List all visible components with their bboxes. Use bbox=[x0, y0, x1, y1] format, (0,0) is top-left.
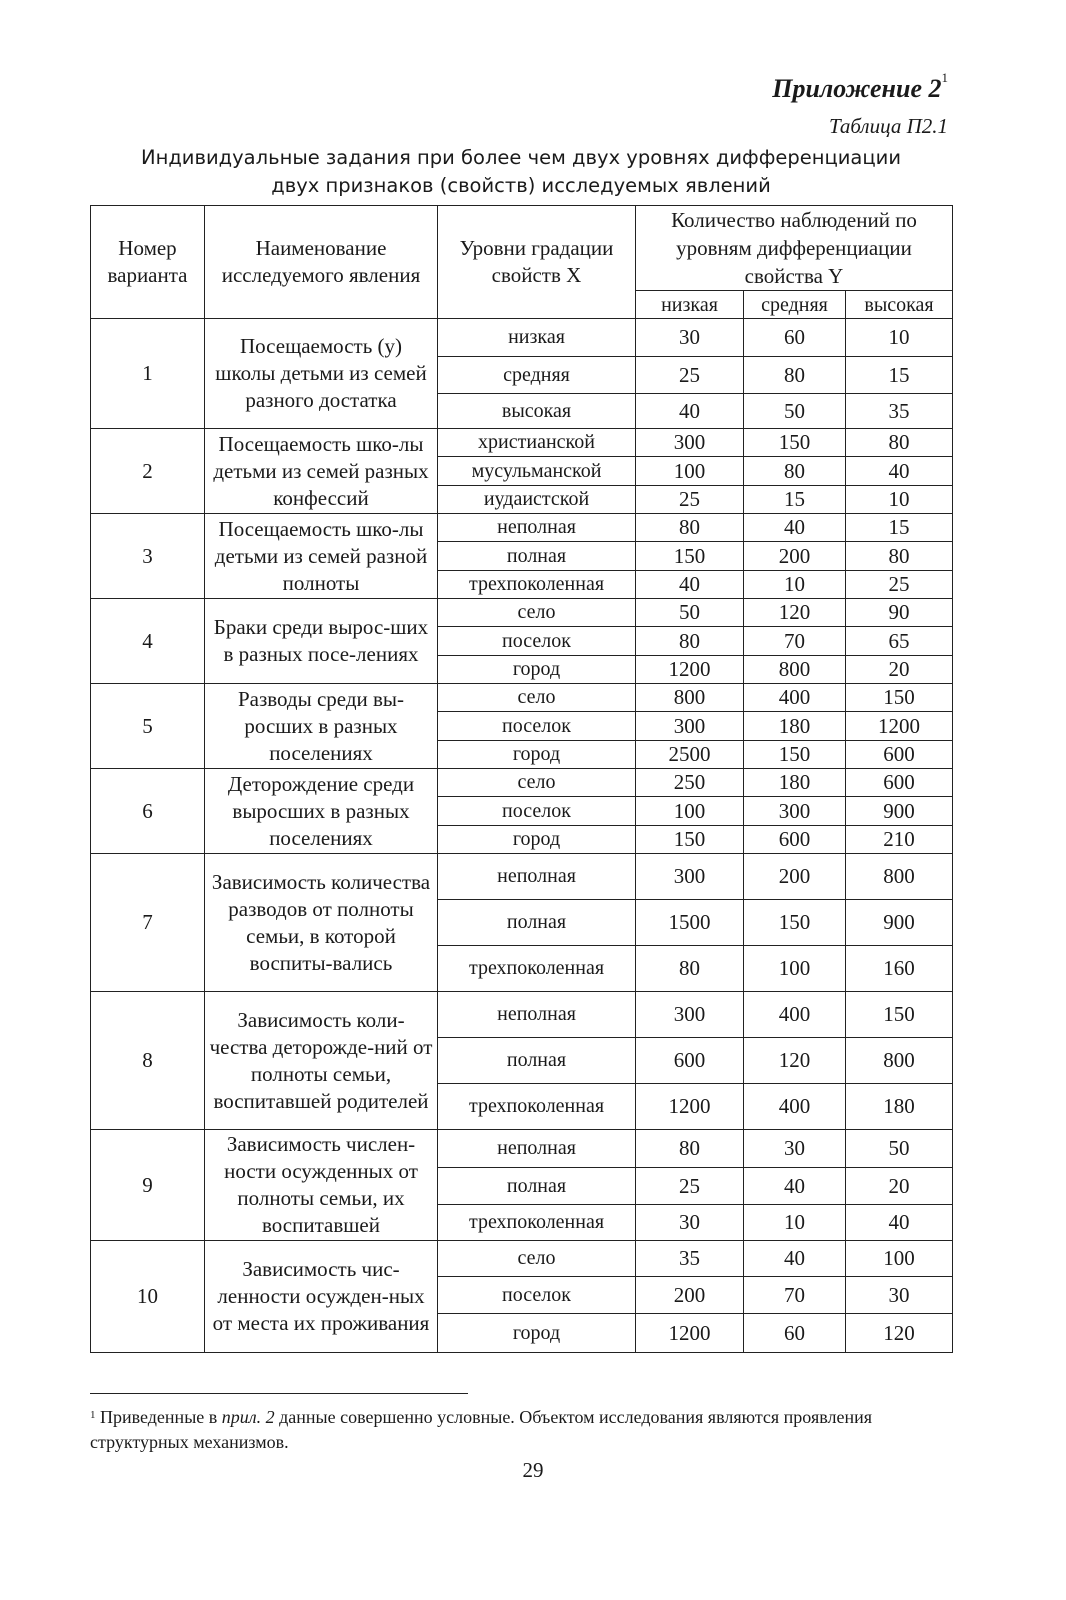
count-high: 150 bbox=[846, 992, 953, 1038]
count-high: 900 bbox=[846, 797, 953, 826]
x-level: мусульманской bbox=[438, 457, 636, 486]
count-low: 30 bbox=[636, 319, 744, 357]
count-medium: 800 bbox=[744, 656, 846, 684]
variant-number: 7 bbox=[91, 854, 205, 992]
count-medium: 150 bbox=[744, 429, 846, 457]
variant-number: 6 bbox=[91, 769, 205, 854]
count-medium: 60 bbox=[744, 319, 846, 357]
x-level: поселок bbox=[438, 1277, 636, 1314]
count-medium: 40 bbox=[744, 1241, 846, 1277]
table-row bbox=[91, 854, 953, 900]
count-low: 1200 bbox=[636, 1084, 744, 1130]
x-level: поселок bbox=[438, 712, 636, 741]
phenomenon-name: Посещаемость шко-лы детьми из семей разной полноты bbox=[205, 514, 438, 599]
count-medium: 30 bbox=[744, 1130, 846, 1168]
count-low: 100 bbox=[636, 797, 744, 826]
x-level: средняя bbox=[438, 357, 636, 394]
count-high: 800 bbox=[846, 854, 953, 900]
x-level: полная bbox=[438, 542, 636, 571]
count-high: 65 bbox=[846, 627, 953, 656]
count-low: 800 bbox=[636, 684, 744, 712]
count-high: 15 bbox=[846, 514, 953, 542]
phenomenon-name: Зависимость количества разводов от полноты семьи, в которой воспиты-вались bbox=[205, 854, 438, 992]
x-level: иудаистской bbox=[438, 486, 636, 514]
count-high: 800 bbox=[846, 1038, 953, 1084]
count-medium: 60 bbox=[744, 1314, 846, 1353]
variant-number: 1 bbox=[91, 319, 205, 429]
count-medium: 400 bbox=[744, 684, 846, 712]
table-row bbox=[91, 1130, 953, 1168]
table-row bbox=[91, 992, 953, 1038]
count-medium: 80 bbox=[744, 457, 846, 486]
page-number: 29 bbox=[522, 1458, 544, 1482]
count-medium: 150 bbox=[744, 900, 846, 946]
count-high: 900 bbox=[846, 900, 953, 946]
count-low: 80 bbox=[636, 514, 744, 542]
count-medium: 200 bbox=[744, 542, 846, 571]
x-level: село bbox=[438, 599, 636, 627]
count-low: 200 bbox=[636, 1277, 744, 1314]
variant-number: 5 bbox=[91, 684, 205, 769]
count-high: 30 bbox=[846, 1277, 953, 1314]
footnote: $^1$ Приведенные в прил. 2 данные совершенно условные. Объектом исследования являются проявления структурных механизмов. bbox=[90, 1407, 873, 1452]
table-row bbox=[91, 599, 953, 627]
x-level: полная bbox=[438, 1168, 636, 1205]
table-row bbox=[91, 769, 953, 797]
count-medium: 300 bbox=[744, 797, 846, 826]
phenomenon-name: Деторождение среди выросших в разных поселениях bbox=[205, 769, 438, 854]
count-low: 25 bbox=[636, 357, 744, 394]
count-low: 25 bbox=[636, 1168, 744, 1205]
phenomenon-name: Зависимость коли-чества деторожде-ний от полноты семьи, воспитавшей родителей bbox=[205, 992, 438, 1130]
x-level: поселок bbox=[438, 797, 636, 826]
count-high: 20 bbox=[846, 1168, 953, 1205]
count-high: 90 bbox=[846, 599, 953, 627]
count-high: 210 bbox=[846, 826, 953, 854]
phenomenon-name: Посещаемость (у) школы детьми из семей разного достатка bbox=[205, 319, 438, 429]
count-high: 40 bbox=[846, 1205, 953, 1241]
count-high: 100 bbox=[846, 1241, 953, 1277]
count-high: 160 bbox=[846, 946, 953, 992]
count-high: 25 bbox=[846, 571, 953, 599]
x-level: трехпоколенная bbox=[438, 571, 636, 599]
count-low: 300 bbox=[636, 854, 744, 900]
count-medium: 40 bbox=[744, 1168, 846, 1205]
appendix-title: Приложение $2^1$ bbox=[772, 70, 948, 103]
count-high: 10 bbox=[846, 486, 953, 514]
count-low: 1500 bbox=[636, 900, 744, 946]
count-low: 300 bbox=[636, 712, 744, 741]
table-number: Таблица П2.1 bbox=[828, 114, 948, 138]
table-row bbox=[91, 319, 953, 357]
count-medium: 70 bbox=[744, 627, 846, 656]
x-level: трехпоколенная bbox=[438, 1084, 636, 1130]
table-row bbox=[91, 514, 953, 542]
count-high: 80 bbox=[846, 429, 953, 457]
count-medium: 180 bbox=[744, 712, 846, 741]
count-medium: 80 bbox=[744, 357, 846, 394]
phenomenon-name: Браки среди вырос-ших в разных посе-лениях bbox=[205, 599, 438, 684]
count-high: 50 bbox=[846, 1130, 953, 1168]
count-low: 1200 bbox=[636, 656, 744, 684]
count-medium: 150 bbox=[744, 741, 846, 769]
count-medium: 120 bbox=[744, 1038, 846, 1084]
variant-number: 4 bbox=[91, 599, 205, 684]
x-level: село bbox=[438, 769, 636, 797]
variant-number: 8 bbox=[91, 992, 205, 1130]
x-level: город bbox=[438, 656, 636, 684]
count-medium: 40 bbox=[744, 514, 846, 542]
count-high: 10 bbox=[846, 319, 953, 357]
count-medium: 10 bbox=[744, 571, 846, 599]
count-low: 40 bbox=[636, 571, 744, 599]
count-high: 120 bbox=[846, 1314, 953, 1353]
count-low: 40 bbox=[636, 394, 744, 429]
count-low: 80 bbox=[636, 627, 744, 656]
count-medium: 600 bbox=[744, 826, 846, 854]
table-caption-line-2: двух признаков (свойств) исследуемых явлений bbox=[271, 174, 771, 197]
count-low: 150 bbox=[636, 826, 744, 854]
header-x-levels: Уровни градации свойств X bbox=[438, 206, 636, 319]
count-medium: 400 bbox=[744, 1084, 846, 1130]
x-level: село bbox=[438, 1241, 636, 1277]
footnote-rule bbox=[90, 1393, 468, 1394]
header-y-medium: средняя bbox=[744, 291, 846, 319]
phenomenon-name: Зависимость числен-ности осужденных от полноты семьи, их воспитавшей bbox=[205, 1130, 438, 1241]
x-level: полная bbox=[438, 900, 636, 946]
count-medium: 10 bbox=[744, 1205, 846, 1241]
count-low: 50 bbox=[636, 599, 744, 627]
x-level: поселок bbox=[438, 627, 636, 656]
count-low: 30 bbox=[636, 1205, 744, 1241]
count-high: 600 bbox=[846, 741, 953, 769]
x-level: город bbox=[438, 741, 636, 769]
phenomenon-name: Разводы среди вы-росших в разных поселениях bbox=[205, 684, 438, 769]
phenomenon-name: Посещаемость шко-лы детьми из семей разных конфессий bbox=[205, 429, 438, 514]
variant-number: 9 bbox=[91, 1130, 205, 1241]
count-high: 180 bbox=[846, 1084, 953, 1130]
count-low: 600 bbox=[636, 1038, 744, 1084]
x-level: трехпоколенная bbox=[438, 1205, 636, 1241]
header-y-group: Количество наблюдений по уровням дифференциации свойства Y bbox=[636, 206, 953, 291]
variant-number: 3 bbox=[91, 514, 205, 599]
count-low: 100 bbox=[636, 457, 744, 486]
count-medium: 400 bbox=[744, 992, 846, 1038]
count-low: 300 bbox=[636, 429, 744, 457]
count-high: 20 bbox=[846, 656, 953, 684]
count-high: 35 bbox=[846, 394, 953, 429]
count-medium: 200 bbox=[744, 854, 846, 900]
count-medium: 100 bbox=[744, 946, 846, 992]
x-level: неполная bbox=[438, 1130, 636, 1168]
count-medium: 15 bbox=[744, 486, 846, 514]
count-high: 80 bbox=[846, 542, 953, 571]
count-low: 25 bbox=[636, 486, 744, 514]
x-level: высокая bbox=[438, 394, 636, 429]
count-high: 15 bbox=[846, 357, 953, 394]
x-level: христианской bbox=[438, 429, 636, 457]
x-level: трехпоколенная bbox=[438, 946, 636, 992]
count-low: 80 bbox=[636, 946, 744, 992]
x-level: неполная bbox=[438, 992, 636, 1038]
header-phenomenon-name: Наименование исследуемого явления bbox=[205, 206, 438, 319]
count-medium: 180 bbox=[744, 769, 846, 797]
count-high: 1200 bbox=[846, 712, 953, 741]
x-level: неполная bbox=[438, 514, 636, 542]
variant-number: 10 bbox=[91, 1241, 205, 1353]
count-high: 150 bbox=[846, 684, 953, 712]
table-caption-line-1: Индивидуальные задания при более чем двух уровнях дифференциации bbox=[140, 146, 901, 169]
data-table bbox=[90, 205, 953, 1353]
count-low: 300 bbox=[636, 992, 744, 1038]
x-level: село bbox=[438, 684, 636, 712]
table-row bbox=[91, 684, 953, 712]
x-level: полная bbox=[438, 1038, 636, 1084]
count-medium: 50 bbox=[744, 394, 846, 429]
header-y-low: низкая bbox=[636, 291, 744, 319]
x-level: город bbox=[438, 1314, 636, 1353]
count-medium: 120 bbox=[744, 599, 846, 627]
count-low: 1200 bbox=[636, 1314, 744, 1353]
header-y-high: высокая bbox=[846, 291, 953, 319]
count-low: 80 bbox=[636, 1130, 744, 1168]
count-medium: 70 bbox=[744, 1277, 846, 1314]
count-low: 150 bbox=[636, 542, 744, 571]
count-high: 40 bbox=[846, 457, 953, 486]
phenomenon-name: Зависимость чис-ленности осужден-ных от места их проживания bbox=[205, 1241, 438, 1353]
variant-number: 2 bbox=[91, 429, 205, 514]
count-low: 250 bbox=[636, 769, 744, 797]
x-level: низкая bbox=[438, 319, 636, 357]
count-high: 600 bbox=[846, 769, 953, 797]
table-row bbox=[91, 429, 953, 457]
count-low: 2500 bbox=[636, 741, 744, 769]
header-variant: Номер варианта bbox=[91, 206, 205, 319]
x-level: неполная bbox=[438, 854, 636, 900]
x-level: город bbox=[438, 826, 636, 854]
count-low: 35 bbox=[636, 1241, 744, 1277]
table-row bbox=[91, 1241, 953, 1277]
